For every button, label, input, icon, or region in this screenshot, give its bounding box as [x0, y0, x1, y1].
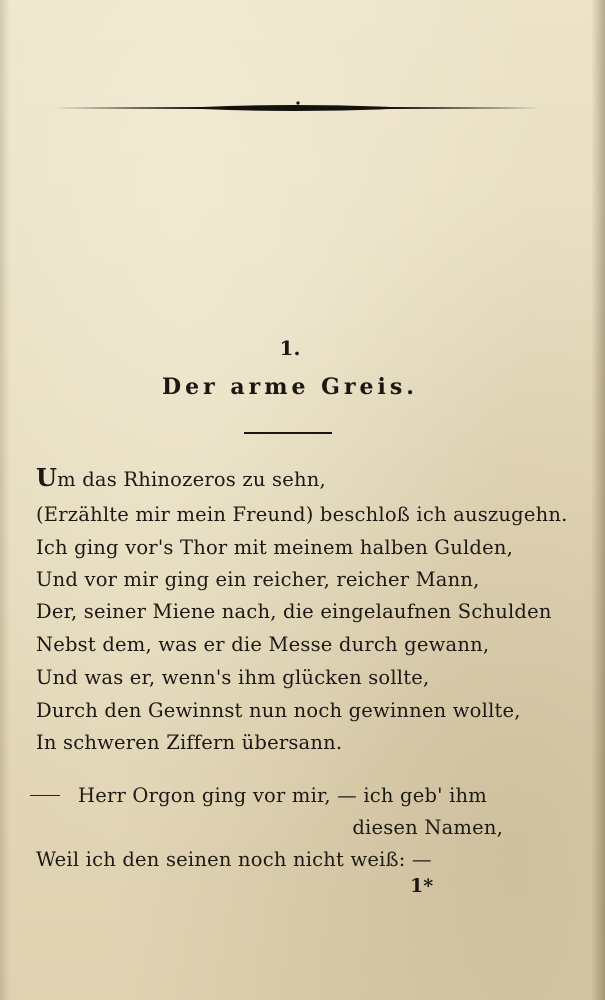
page-shadow-right	[591, 0, 605, 1000]
verse-line: Und vor mir ging ein reicher, reicher Mann,	[36, 568, 480, 591]
verse-line: Weil ich den seinen noch nicht weiß: —	[36, 848, 432, 871]
verse-line: Und was er, wenn's ihm glücken sollte,	[36, 666, 430, 689]
verse-line: Durch den Gewinnst nun noch gewinnen wollte,	[36, 699, 521, 722]
poem-number: 1.	[279, 336, 301, 360]
stanza-dash	[30, 795, 60, 796]
verse-line: Der, seiner Miene nach, die eingelaufnen Schulden	[36, 600, 552, 623]
signature-mark: 1*	[410, 875, 434, 897]
verse-line: In schweren Ziffern übersann.	[36, 731, 343, 754]
ornamental-rule	[52, 101, 540, 115]
verse-line: Nebst dem, was er die Messe durch gewann,	[36, 633, 490, 656]
page-shadow-left	[0, 0, 10, 1000]
verse-line: Um das Rhinozeros zu sehn,	[36, 463, 326, 492]
verse-line: Ich ging vor's Thor mit meinem halben Gulden,	[36, 536, 513, 559]
verse-line: (Erzählte mir mein Freund) beschloß ich auszugehn.	[36, 503, 568, 526]
title-rule	[244, 432, 332, 434]
verse-line: Herr Orgon ging vor mir, — ich geb' ihm	[78, 784, 487, 807]
verse-line-continuation: diesen Namen,	[352, 816, 503, 839]
poem-title: Der arme Greis.	[162, 374, 418, 400]
